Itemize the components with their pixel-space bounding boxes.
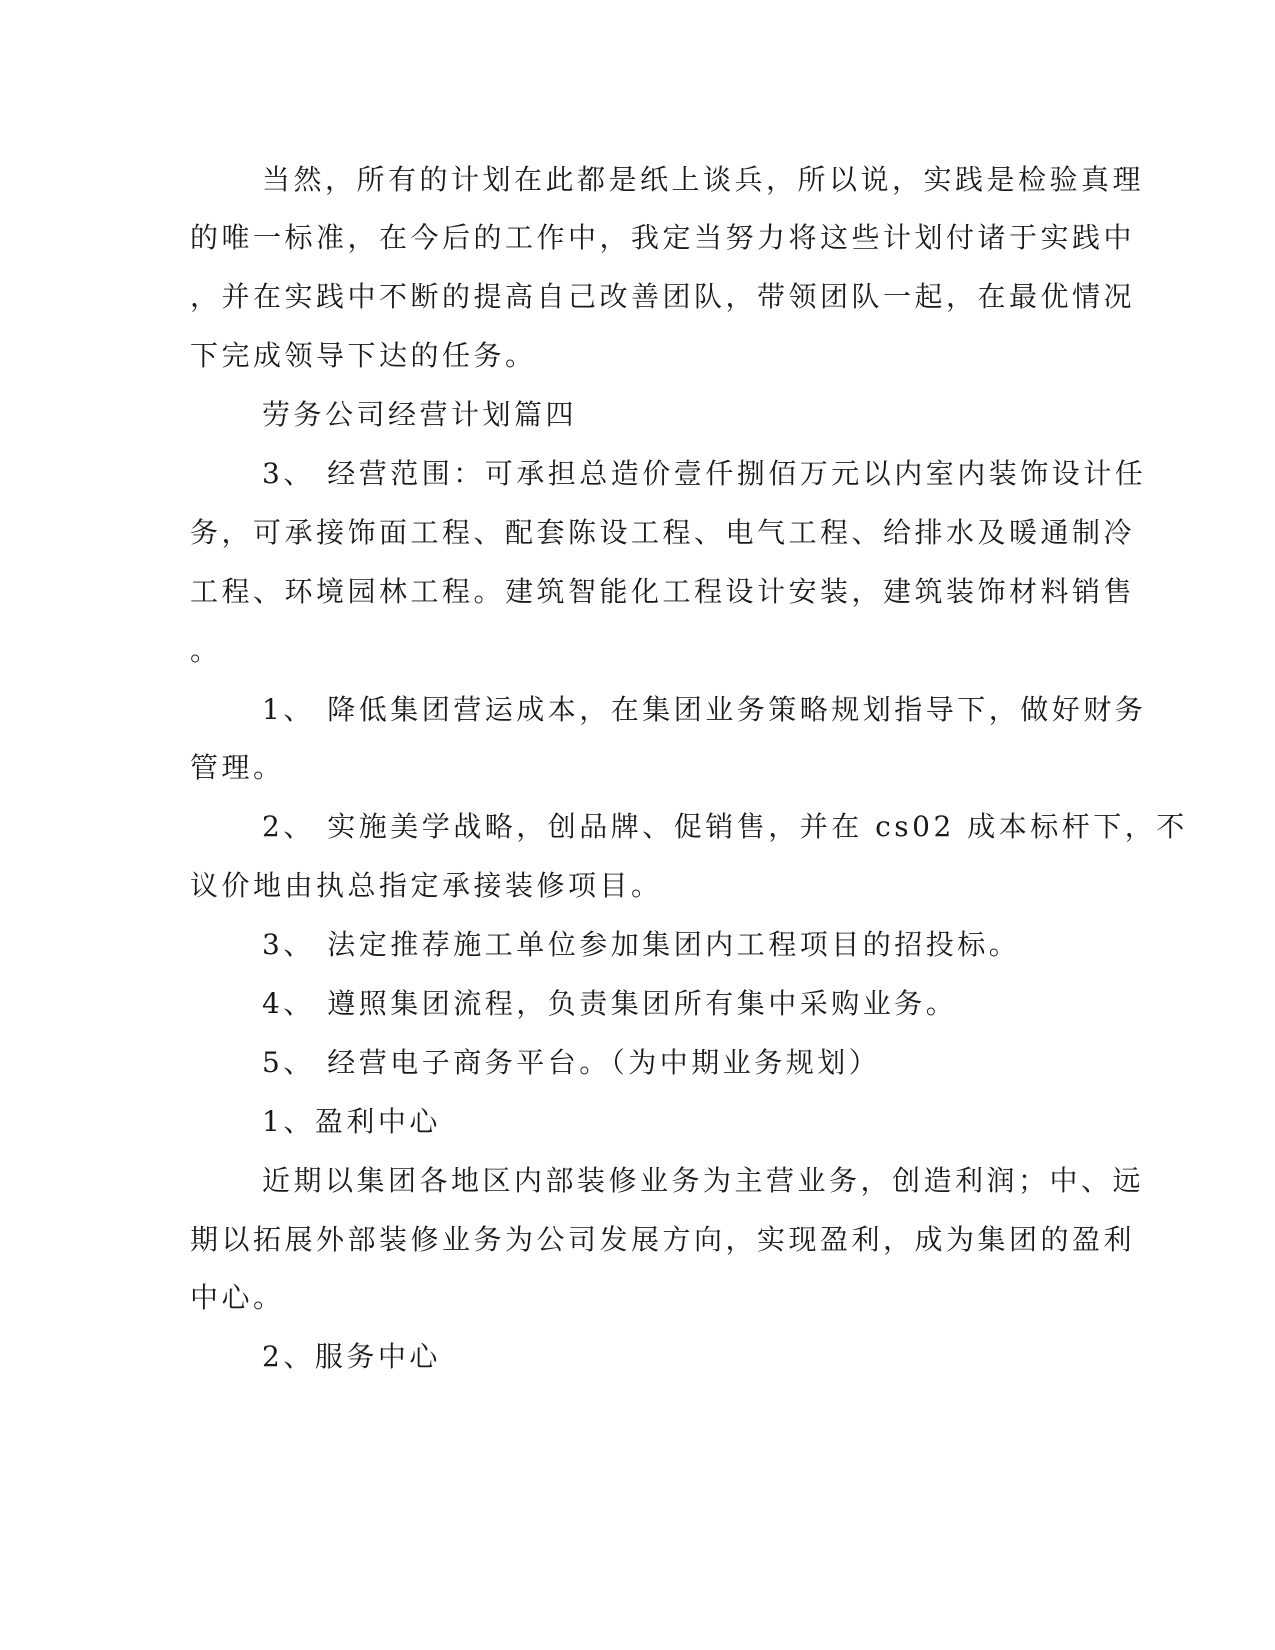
paragraph-line: 中心。 — [190, 1281, 285, 1314]
paragraph-line: 工程、环境园林工程。建筑智能化工程设计安装，建筑装饰材料销售 — [190, 575, 1136, 608]
paragraph-line: 管理。 — [190, 751, 285, 784]
paragraph-line: 近期以集团各地区内部装修业务为主营业务，创造利润；中、远 — [262, 1164, 1145, 1197]
paragraph-line: 1、 降低集团营运成本，在集团业务策略规划指导下，做好财务 — [262, 693, 1147, 726]
paragraph-line: 5、 经营电子商务平台。（为中期业务规划） — [262, 1046, 881, 1079]
section-heading: 劳务公司经营计划篇四 — [262, 398, 578, 431]
paragraph-line: 的唯一标准，在今后的工作中，我定当努力将这些计划付诸于实践中 — [190, 221, 1136, 254]
paragraph-line: 4、 遵照集团流程，负责集团所有集中采购业务。 — [262, 987, 958, 1020]
paragraph-line: 2、 实施美学战略，创品牌、促销售，并在 cs02 成本标杆下，不 — [262, 810, 1188, 843]
paragraph-line: 务，可承接饰面工程、配套陈设工程、电气工程、给排水及暖通制冷 — [190, 516, 1136, 549]
paragraph-line: ，并在实践中不断的提高自己改善团队，带领团队一起，在最优情况 — [190, 280, 1136, 313]
paragraph-line: 当然，所有的计划在此都是纸上谈兵，所以说，实践是检验真理 — [262, 163, 1145, 196]
subsection-heading: 2、服务中心 — [262, 1340, 441, 1373]
paragraph-line: 3、 经营范围：可承担总造价壹仟捌佰万元以内室内装饰设计任 — [262, 457, 1147, 490]
paragraph-line: 议价地由执总指定承接装修项目。 — [190, 869, 663, 902]
subsection-heading: 1、盈利中心 — [262, 1105, 441, 1138]
paragraph-line: 期以拓展外部装修业务为公司发展方向，实现盈利，成为集团的盈利 — [190, 1223, 1136, 1256]
paragraph-line: 。 — [190, 634, 222, 667]
paragraph-line: 下完成领导下达的任务。 — [190, 339, 537, 372]
paragraph-line: 3、 法定推荐施工单位参加集团内工程项目的招投标。 — [262, 928, 1021, 961]
